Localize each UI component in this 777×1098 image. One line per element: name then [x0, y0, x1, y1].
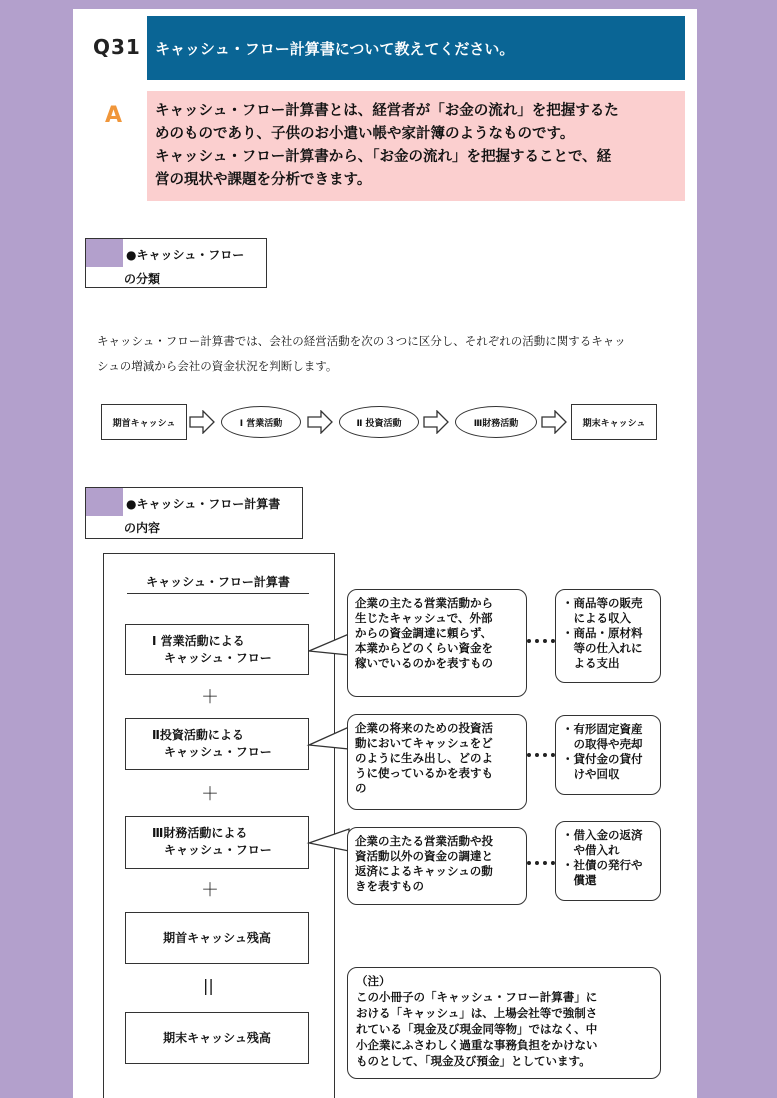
flow-arrow-icon: [423, 410, 449, 434]
investing-examples: [555, 715, 661, 795]
dotted-connector: [527, 639, 555, 643]
section-title-line2: の分類: [124, 272, 161, 286]
flow-investing: Ⅱ 投資活動: [339, 406, 419, 438]
investing-explanation: [347, 714, 527, 810]
example-line: ・有形固定資産: [562, 722, 643, 736]
cf-statement-header: キャッシュ・フロー計算書: [146, 575, 290, 589]
example-line: による収入: [562, 611, 631, 625]
flow-closing-cash: 期末キャッシュ: [571, 404, 657, 440]
question-box: [147, 16, 685, 80]
intro-line: キャッシュ・フロー計算書では、会社の経営活動を次の３つに区分し、それぞれの活動に関するキャッ: [97, 334, 626, 348]
cf-financing-line1: Ⅲ財務活動による: [152, 826, 248, 840]
example-line: けや回収: [562, 767, 620, 781]
explanation-line: 企業の主たる営業活動や投: [355, 834, 493, 848]
example-line: や借入れ: [562, 843, 620, 857]
flow-opening-cash: 期首キャッシュ: [101, 404, 187, 440]
example-line: ・商品・原材料: [562, 626, 643, 640]
answer-line: 営の現状や課題を分析できます。: [155, 172, 372, 188]
heading-swatch: [86, 488, 123, 516]
cf-operating-box: [125, 624, 309, 675]
heading-swatch: [86, 239, 123, 267]
cf-opening-balance: 期首キャッシュ残高: [125, 912, 309, 964]
note-box: [347, 967, 661, 1079]
note-line: ものとして、「現金及び預金」としています。: [356, 1054, 591, 1068]
explanation-line: 企業の主たる営業活動から: [355, 596, 493, 610]
plus-sign: ＋: [201, 880, 219, 901]
example-line: ・社債の発行や: [562, 858, 643, 872]
financing-explanation: [347, 827, 527, 905]
answer-line: めのものであり、子供のお小遣い帳や家計簿のようなものです。: [155, 126, 575, 142]
explanation-line: 稼いでいるのかを表すもの: [355, 656, 493, 670]
answer-mark: A: [105, 103, 123, 128]
equals-sign: ||: [203, 976, 214, 995]
answer-line: キャッシュ・フロー計算書から、「お金の流れ」を把握することで、経: [155, 149, 612, 165]
explanation-line: 本業からどのくらい資金を: [355, 641, 493, 655]
cf-investing-line1: Ⅱ投資活動による: [152, 728, 244, 742]
cf-operating-line2: キャッシュ・フロー: [164, 651, 272, 665]
flow-arrow-icon: [541, 410, 567, 434]
cf-investing-line2: キャッシュ・フロー: [164, 745, 272, 759]
question-number: Q31: [93, 35, 141, 59]
example-line: の取得や売却: [562, 737, 643, 751]
example-line: 等の仕入れに: [562, 641, 643, 655]
cf-closing-balance: 期末キャッシュ残高: [125, 1012, 309, 1064]
financing-examples: [555, 821, 661, 901]
note-line: れている「現金及び現金同等物」ではなく、中: [356, 1022, 598, 1036]
flow-arrow-icon: [307, 410, 333, 434]
plus-sign: ＋: [201, 784, 219, 805]
explanation-line: うに使っているかを表すも: [355, 766, 493, 780]
header-underline: [127, 593, 309, 594]
operating-explanation: [347, 589, 527, 697]
dotted-connector: [527, 861, 555, 865]
intro-text: [97, 329, 677, 379]
explanation-line: の: [355, 781, 367, 795]
explanation-line: 資活動以外の資金の調達と: [355, 849, 493, 863]
explanation-line: 生じたキャッシュで、外部: [355, 611, 493, 625]
cf-financing-line2: キャッシュ・フロー: [164, 843, 272, 857]
section-title-line1: ●キャッシュ・フロー: [126, 248, 245, 262]
operating-examples: [555, 589, 661, 683]
example-line: ・借入金の返済: [562, 828, 643, 842]
flow-operating: Ⅰ 営業活動: [221, 406, 301, 438]
explanation-line: のように生み出し、どのよ: [355, 751, 493, 765]
page: [73, 9, 697, 1098]
explanation-line: 返済によるキャッシュの動: [355, 864, 493, 878]
intro-line: シュの増減から会社の資金状況を判断します。: [97, 359, 338, 373]
flow-arrow-icon: [189, 410, 215, 434]
example-line: 償還: [562, 873, 597, 887]
note-line: おける「キャッシュ」は、上場会社等で強制さ: [356, 1006, 598, 1020]
explanation-line: からの資金調達に頼らず、: [355, 626, 493, 640]
question-text: キャッシュ・フロー計算書について教えてください。: [155, 40, 515, 58]
example-line: よる支出: [562, 656, 620, 670]
plus-sign: ＋: [201, 687, 219, 708]
note-line: この小冊子の「キャッシュ・フロー計算書」に: [356, 990, 598, 1004]
example-line: ・貸付金の貸付: [562, 752, 643, 766]
section-heading-contents: [85, 487, 303, 539]
cf-operating-line1: Ⅰ 営業活動による: [152, 634, 245, 648]
answer-line: キャッシュ・フロー計算書とは、経営者が「お金の流れ」を把握するた: [155, 103, 619, 119]
explanation-line: 動においてキャッシュをど: [355, 736, 493, 750]
section-heading-classification: [85, 238, 267, 288]
flow-financing: Ⅲ財務活動: [455, 406, 537, 438]
dotted-connector: [527, 753, 555, 757]
example-line: ・商品等の販売: [562, 596, 643, 610]
note-line: 小企業にふさわしく過重な事務負担をかけない: [356, 1038, 598, 1052]
callout-pointers: [305, 629, 349, 889]
note-line: （注）: [356, 974, 391, 988]
explanation-line: きを表すもの: [355, 879, 424, 893]
section-title-line1: ●キャッシュ・フロー計算書: [126, 497, 281, 511]
cf-investing-box: [125, 718, 309, 770]
section-title-line2: の内容: [124, 521, 161, 535]
cf-financing-box: [125, 816, 309, 869]
explanation-line: 企業の将来のための投資活: [355, 721, 493, 735]
answer-box: [147, 91, 685, 201]
